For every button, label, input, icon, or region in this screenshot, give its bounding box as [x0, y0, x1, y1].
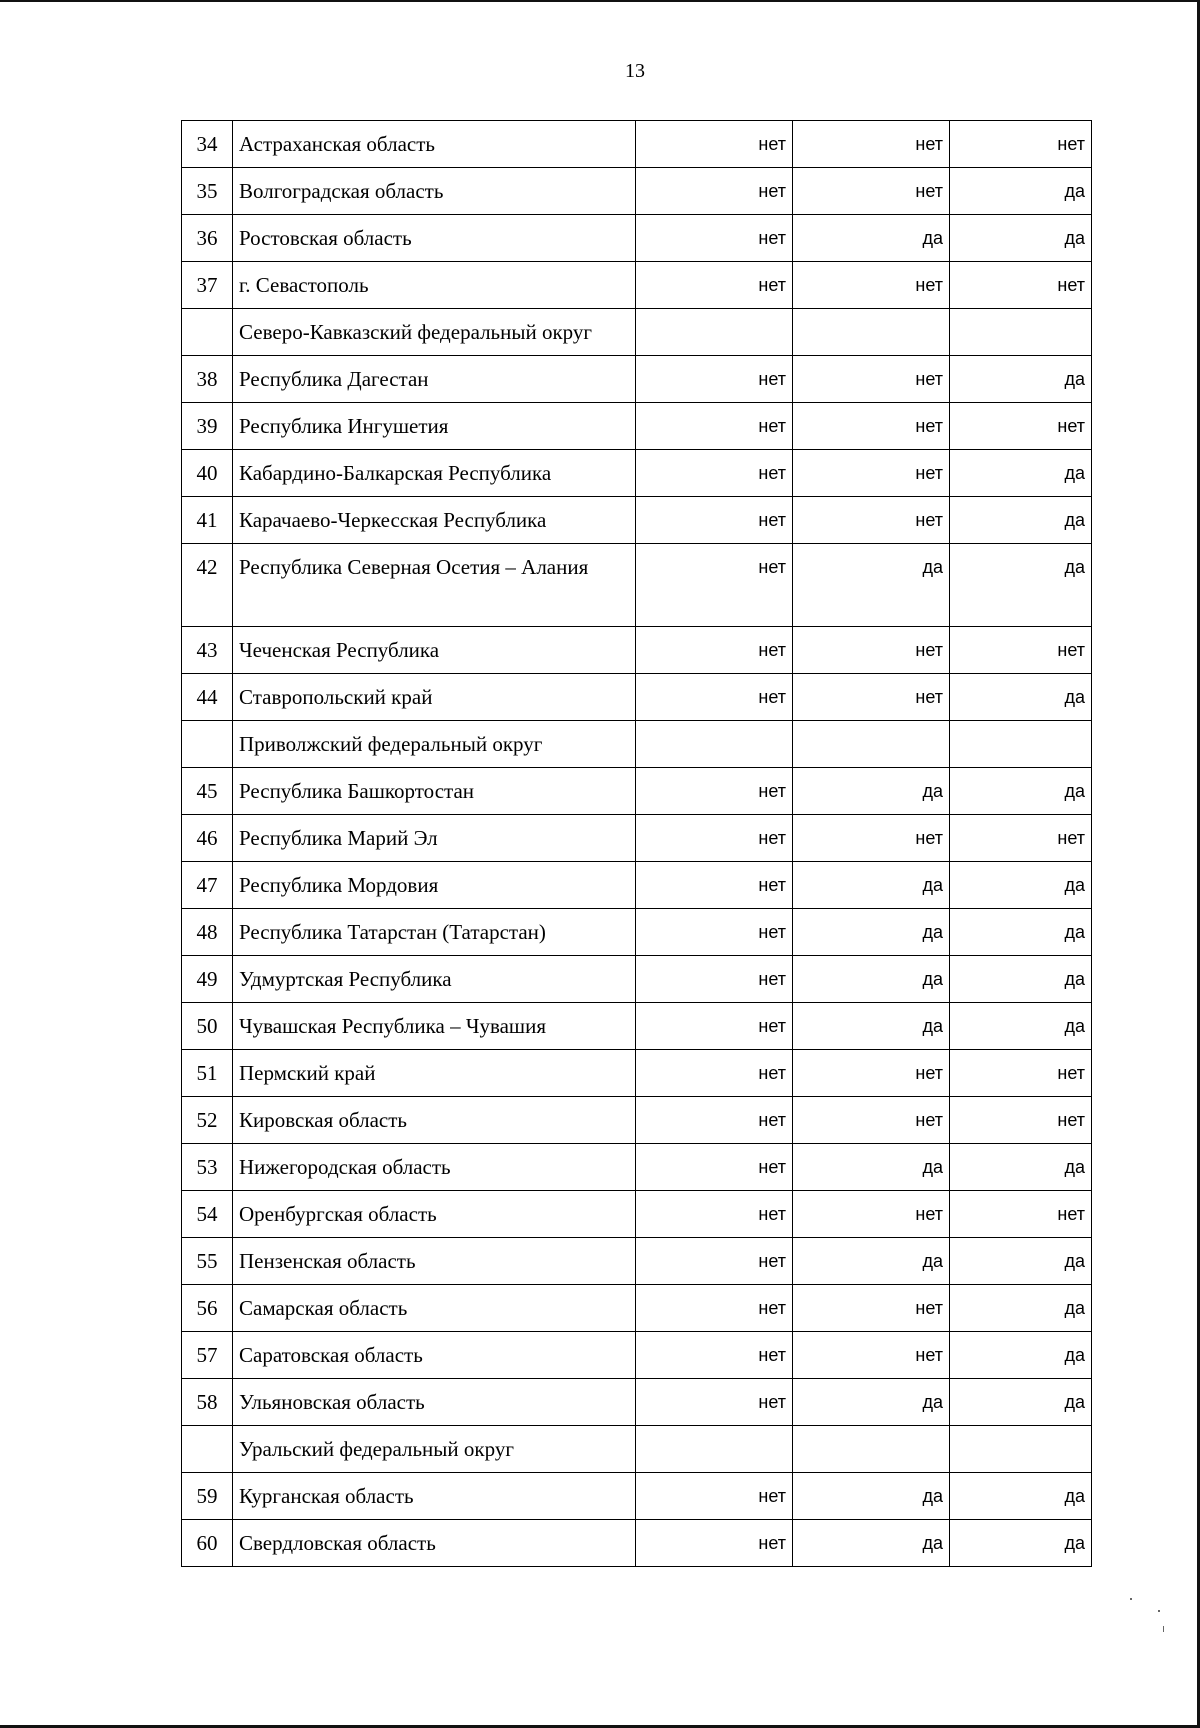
empty-cell — [636, 1426, 793, 1473]
region-name: Республика Мордовия — [233, 862, 636, 909]
value-col-2: нет — [793, 121, 950, 168]
region-row — [182, 815, 1092, 862]
value-col-1: нет — [636, 862, 793, 909]
value-col-1: нет — [636, 403, 793, 450]
value-col-3: да — [950, 909, 1092, 956]
region-row — [182, 1379, 1092, 1426]
value-col-1: нет — [636, 1520, 793, 1567]
row-number: 60 — [182, 1520, 233, 1567]
region-row — [182, 1473, 1092, 1520]
value-col-2: да — [793, 768, 950, 815]
value-col-3: да — [950, 1285, 1092, 1332]
value-col-1: нет — [636, 1097, 793, 1144]
region-name: Чеченская Республика — [233, 627, 636, 674]
value-col-1: нет — [636, 627, 793, 674]
value-col-2: да — [793, 1003, 950, 1050]
value-col-1: нет — [636, 544, 793, 627]
value-col-3: да — [950, 1520, 1092, 1567]
value-col-1: нет — [636, 1473, 793, 1520]
value-col-3: да — [950, 1238, 1092, 1285]
region-name: Республика Башкортостан — [233, 768, 636, 815]
value-col-1: нет — [636, 674, 793, 721]
value-col-3: да — [950, 215, 1092, 262]
region-name: Кировская область — [233, 1097, 636, 1144]
row-number: 35 — [182, 168, 233, 215]
value-col-2: да — [793, 215, 950, 262]
value-col-2: нет — [793, 168, 950, 215]
value-col-2: да — [793, 956, 950, 1003]
value-col-2: нет — [793, 674, 950, 721]
region-row — [182, 356, 1092, 403]
row-number: 57 — [182, 1332, 233, 1379]
value-col-3: да — [950, 956, 1092, 1003]
page-number: 13 — [625, 60, 645, 82]
region-name: Свердловская область — [233, 1520, 636, 1567]
row-number: 43 — [182, 627, 233, 674]
value-col-1: нет — [636, 815, 793, 862]
empty-cell — [636, 309, 793, 356]
row-number: 39 — [182, 403, 233, 450]
regions-table-body — [182, 121, 1092, 1567]
value-col-3: нет — [950, 1050, 1092, 1097]
value-col-1: нет — [636, 768, 793, 815]
region-row — [182, 1520, 1092, 1567]
scan-speck — [1158, 1610, 1160, 1612]
value-col-3: да — [950, 674, 1092, 721]
region-name: Республика Татарстан (Татарстан) — [233, 909, 636, 956]
row-number: 36 — [182, 215, 233, 262]
value-col-3: да — [950, 768, 1092, 815]
region-name: Удмуртская Республика — [233, 956, 636, 1003]
value-col-2: нет — [793, 627, 950, 674]
value-col-3: да — [950, 1003, 1092, 1050]
value-col-2: нет — [793, 497, 950, 544]
region-row — [182, 956, 1092, 1003]
district-row — [182, 1426, 1092, 1473]
value-col-1: нет — [636, 497, 793, 544]
scan-edge-top — [0, 0, 1200, 2]
value-col-3: нет — [950, 815, 1092, 862]
region-row — [182, 1332, 1092, 1379]
value-col-3: да — [950, 168, 1092, 215]
region-row — [182, 262, 1092, 309]
row-number: 52 — [182, 1097, 233, 1144]
region-row — [182, 862, 1092, 909]
value-col-2: нет — [793, 450, 950, 497]
empty-cell — [793, 721, 950, 768]
value-col-1: нет — [636, 1191, 793, 1238]
value-col-2: нет — [793, 1285, 950, 1332]
value-col-1: нет — [636, 1238, 793, 1285]
region-name: Ульяновская область — [233, 1379, 636, 1426]
scan-speck — [1130, 1598, 1132, 1600]
value-col-3: да — [950, 1379, 1092, 1426]
region-row — [182, 1238, 1092, 1285]
region-name: Карачаево-Черкесская Республика — [233, 497, 636, 544]
empty-cell — [950, 1426, 1092, 1473]
row-number: 50 — [182, 1003, 233, 1050]
row-number: 45 — [182, 768, 233, 815]
value-col-3: нет — [950, 121, 1092, 168]
row-number: 54 — [182, 1191, 233, 1238]
row-number: 56 — [182, 1285, 233, 1332]
row-number: 40 — [182, 450, 233, 497]
region-row — [182, 1144, 1092, 1191]
region-name: Нижегородская область — [233, 1144, 636, 1191]
value-col-2: нет — [793, 356, 950, 403]
value-col-3: нет — [950, 262, 1092, 309]
region-name: Волгоградская область — [233, 168, 636, 215]
row-number: 58 — [182, 1379, 233, 1426]
region-name: Республика Дагестан — [233, 356, 636, 403]
value-col-2: да — [793, 1520, 950, 1567]
row-number: 55 — [182, 1238, 233, 1285]
region-name: Пензенская область — [233, 1238, 636, 1285]
value-col-2: нет — [793, 1332, 950, 1379]
value-col-2: нет — [793, 403, 950, 450]
region-name: Чувашская Республика – Чувашия — [233, 1003, 636, 1050]
value-col-3: да — [950, 1144, 1092, 1191]
region-row — [182, 544, 1092, 627]
value-col-1: нет — [636, 956, 793, 1003]
region-name: Курганская область — [233, 1473, 636, 1520]
value-col-3: нет — [950, 1097, 1092, 1144]
value-col-2: да — [793, 1144, 950, 1191]
region-row — [182, 627, 1092, 674]
row-number: 47 — [182, 862, 233, 909]
region-name: г. Севастополь — [233, 262, 636, 309]
value-col-3: да — [950, 1473, 1092, 1520]
region-row — [182, 497, 1092, 544]
value-col-2: да — [793, 544, 950, 627]
value-col-2: нет — [793, 1097, 950, 1144]
region-row — [182, 403, 1092, 450]
district-row — [182, 309, 1092, 356]
value-col-1: нет — [636, 262, 793, 309]
row-number: 46 — [182, 815, 233, 862]
row-number: 41 — [182, 497, 233, 544]
region-row — [182, 1003, 1092, 1050]
row-number: 51 — [182, 1050, 233, 1097]
row-number: 38 — [182, 356, 233, 403]
value-col-2: да — [793, 1379, 950, 1426]
value-col-1: нет — [636, 1285, 793, 1332]
region-row — [182, 121, 1092, 168]
empty-cell — [950, 721, 1092, 768]
row-number: 44 — [182, 674, 233, 721]
region-row — [182, 1191, 1092, 1238]
row-number: 59 — [182, 1473, 233, 1520]
value-col-1: нет — [636, 1003, 793, 1050]
value-col-2: да — [793, 1473, 950, 1520]
value-col-3: да — [950, 356, 1092, 403]
row-number: 49 — [182, 956, 233, 1003]
empty-cell — [793, 309, 950, 356]
region-name: Кабардино-Балкарская Республика — [233, 450, 636, 497]
region-name: Пермский край — [233, 1050, 636, 1097]
region-name: Самарская область — [233, 1285, 636, 1332]
value-col-2: да — [793, 909, 950, 956]
region-row — [182, 1285, 1092, 1332]
value-col-2: нет — [793, 1050, 950, 1097]
value-col-1: нет — [636, 1050, 793, 1097]
row-number: 48 — [182, 909, 233, 956]
value-col-3: да — [950, 862, 1092, 909]
value-col-1: нет — [636, 1144, 793, 1191]
region-name: Ростовская область — [233, 215, 636, 262]
region-row — [182, 1050, 1092, 1097]
value-col-1: нет — [636, 215, 793, 262]
empty-cell — [636, 721, 793, 768]
district-name: Приволжский федеральный округ — [233, 721, 636, 768]
value-col-2: нет — [793, 815, 950, 862]
region-name: Ставропольский край — [233, 674, 636, 721]
value-col-1: нет — [636, 168, 793, 215]
value-col-1: нет — [636, 450, 793, 497]
row-number: 34 — [182, 121, 233, 168]
region-row — [182, 768, 1092, 815]
value-col-2: нет — [793, 262, 950, 309]
empty-cell — [793, 1426, 950, 1473]
row-number: 53 — [182, 1144, 233, 1191]
value-col-3: нет — [950, 627, 1092, 674]
region-name: Республика Северная Осетия – Алания — [233, 544, 636, 627]
value-col-3: нет — [950, 1191, 1092, 1238]
value-col-1: нет — [636, 909, 793, 956]
value-col-2: нет — [793, 1191, 950, 1238]
regions-table — [181, 120, 1092, 1567]
district-row — [182, 721, 1092, 768]
value-col-1: нет — [636, 356, 793, 403]
region-row — [182, 168, 1092, 215]
value-col-1: нет — [636, 1379, 793, 1426]
region-name: Саратовская область — [233, 1332, 636, 1379]
region-row — [182, 215, 1092, 262]
region-name: Республика Ингушетия — [233, 403, 636, 450]
row-number-cell — [182, 1426, 233, 1473]
district-name: Уральский федеральный округ — [233, 1426, 636, 1473]
region-name: Астраханская область — [233, 121, 636, 168]
region-row — [182, 1097, 1092, 1144]
value-col-3: да — [950, 497, 1092, 544]
value-col-1: нет — [636, 1332, 793, 1379]
region-name: Республика Марий Эл — [233, 815, 636, 862]
value-col-3: нет — [950, 403, 1092, 450]
scan-speck — [1163, 1626, 1164, 1632]
row-number-cell — [182, 721, 233, 768]
region-row — [182, 674, 1092, 721]
row-number: 37 — [182, 262, 233, 309]
value-col-1: нет — [636, 121, 793, 168]
value-col-3: да — [950, 1332, 1092, 1379]
region-row — [182, 450, 1092, 497]
district-name: Северо-Кавказский федеральный округ — [233, 309, 636, 356]
value-col-3: да — [950, 450, 1092, 497]
region-name: Оренбургская область — [233, 1191, 636, 1238]
value-col-2: да — [793, 1238, 950, 1285]
value-col-3: да — [950, 544, 1092, 627]
region-row — [182, 909, 1092, 956]
empty-cell — [950, 309, 1092, 356]
value-col-2: да — [793, 862, 950, 909]
row-number: 42 — [182, 544, 233, 627]
row-number-cell — [182, 309, 233, 356]
